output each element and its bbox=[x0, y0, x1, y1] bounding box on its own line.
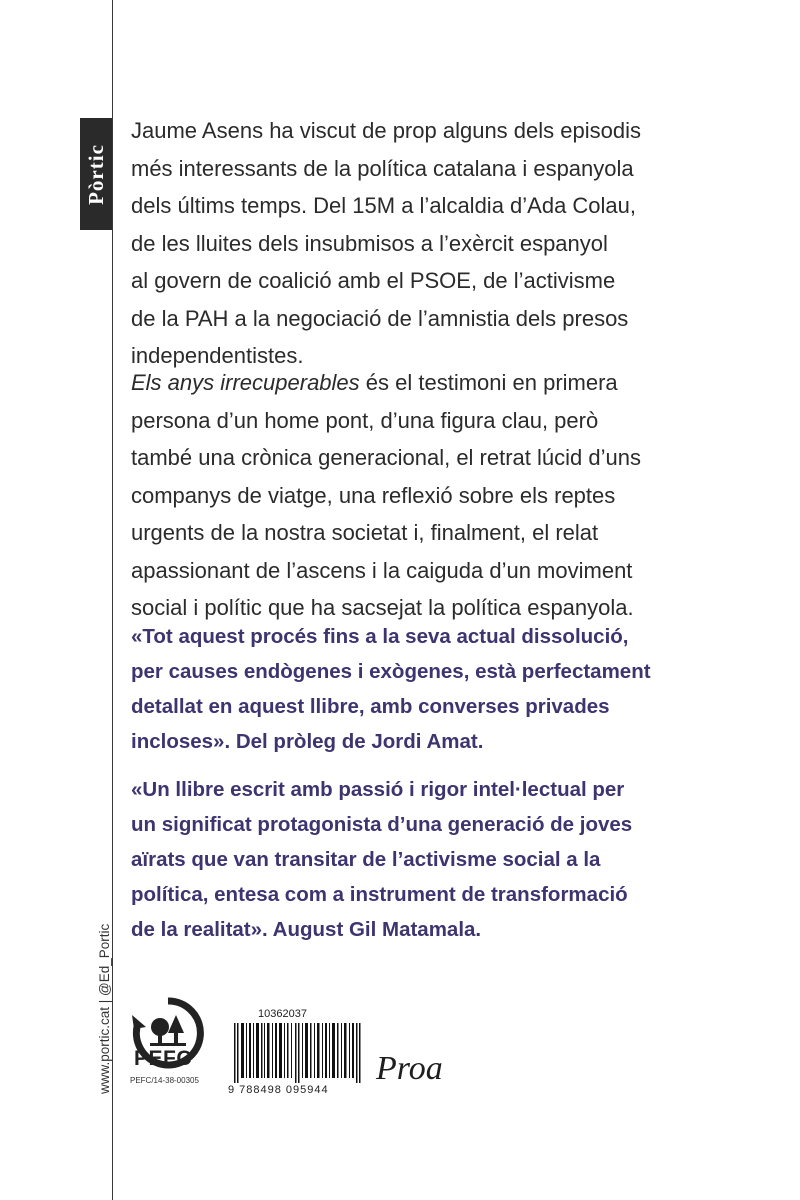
quote-line: un significat protagonista d’una generació de joves bbox=[131, 813, 633, 836]
blurb-paragraph-1 bbox=[131, 112, 771, 375]
blurb-line: dels últims temps. Del 15M a l’alcaldia d’Ada Colau, bbox=[131, 193, 637, 218]
imprint-tab bbox=[80, 118, 112, 230]
blurb-line: apassionant de l’ascens i la caiguda d’un moviment bbox=[131, 557, 633, 583]
book-title: Els anys irrecuperables bbox=[131, 370, 360, 395]
blurb-line: social i polític que ha sacsejat la política espanyola. bbox=[131, 595, 634, 620]
blurb-line: independentistes. bbox=[131, 343, 304, 368]
barcode-isbn: 9 788498 095944 bbox=[228, 1084, 329, 1096]
blurb-line: també una crònica generacional, el retrat lúcid d’uns bbox=[131, 445, 641, 470]
blurb-line: de la PAH a la negociació de l’amnistia dels presos bbox=[131, 305, 629, 331]
pefc-code: PEFC/14-38-00305 bbox=[130, 1076, 199, 1085]
imprint-name: Pòrtic bbox=[83, 143, 108, 205]
review-quote-2 bbox=[131, 772, 781, 947]
imprint-web: www.portic.cat | @Ed_Portic bbox=[97, 923, 112, 1094]
blurb-line: companys de viatge, una reflexió sobre els reptes bbox=[131, 482, 616, 508]
quote-line: detallat en aquest llibre, amb converses privades bbox=[131, 695, 610, 718]
blurb-paragraph-2 bbox=[131, 364, 771, 627]
quote-line: aïrats que van transitar de l’activisme social a la bbox=[131, 848, 601, 871]
quote-line: incloses». Del pròleg de Jordi Amat. bbox=[131, 730, 484, 753]
blurb-line bbox=[131, 364, 771, 402]
spine-line bbox=[112, 0, 113, 1200]
quote-line: «Tot aquest procés fins a la seva actual dissolució, bbox=[131, 625, 629, 648]
review-quote-1 bbox=[131, 619, 781, 759]
barcode-icon bbox=[234, 1023, 362, 1083]
quote-line: per causes endògenes i exògenes, està perfectament bbox=[131, 660, 651, 683]
quote-line: «Un llibre escrit amb passió i rigor intel·lectual per bbox=[131, 778, 625, 801]
quote-line: de la realitat». August Gil Matamala. bbox=[131, 918, 482, 941]
blurb-line: urgents de la nostra societat i, finalment, el relat bbox=[131, 520, 599, 545]
publisher-logo: Proa bbox=[376, 1050, 443, 1087]
blurb-line: persona d’un home pont, d’una figura clau, però bbox=[131, 407, 599, 433]
quote-line: política, entesa com a instrument de transformació bbox=[131, 883, 628, 906]
pefc-label: PEFC bbox=[134, 1047, 193, 1070]
barcode-top-number: 10362037 bbox=[258, 1008, 307, 1020]
blurb-line: Jaume Asens ha viscut de prop alguns dels episodis bbox=[131, 118, 641, 143]
blurb-line: de les lluites dels insubmisos a l’exèrcit espanyol bbox=[131, 230, 608, 256]
blurb-line: al govern de coalició amb el PSOE, de l’activisme bbox=[131, 268, 616, 293]
blurb-line: més interessants de la política catalana i espanyola bbox=[131, 155, 634, 181]
blurb-line-rest: és el testimoni en primera bbox=[359, 370, 618, 395]
barcode bbox=[228, 1008, 366, 1100]
